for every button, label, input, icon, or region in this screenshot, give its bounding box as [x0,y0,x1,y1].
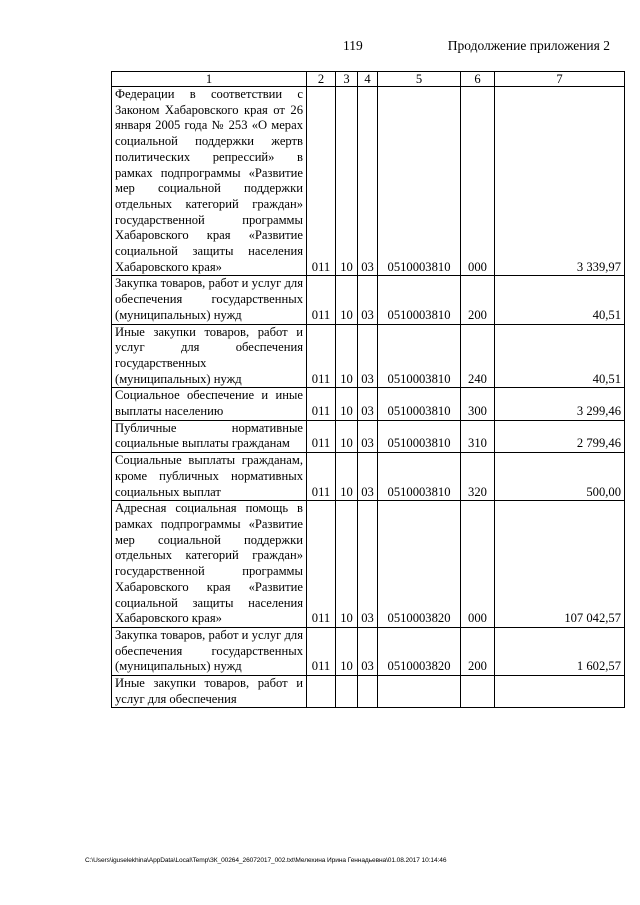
row-description: Публичные нормативные социальные выплаты гражданам [112,420,307,452]
amount: 3 339,97 [495,87,625,276]
column-number-row [112,72,625,87]
subsection-code: 03 [358,276,378,324]
target-article-code: 0510003810 [378,87,461,276]
subsection-code [358,676,378,708]
column-header: 1 [112,72,307,87]
row-description: Закупка товаров, работ и услуг для обеспечения государственных (муниципальных) нужд [112,627,307,675]
expense-type-code: 200 [461,276,495,324]
subsection-code: 03 [358,501,378,628]
ministry-code: 011 [307,420,336,452]
row-description: Иные закупки товаров, работ и услуг для обеспечения [112,676,307,708]
appendix-continuation-label: Продолжение приложения 2 [447,38,610,53]
section-code: 10 [336,501,358,628]
expense-type-code: 000 [461,87,495,276]
expense-type-code: 000 [461,501,495,628]
ministry-code [307,676,336,708]
column-header: 6 [461,72,495,87]
table-row [112,676,625,708]
ministry-code: 011 [307,627,336,675]
section-code: 10 [336,388,358,420]
column-header: 3 [336,72,358,87]
column-header: 4 [358,72,378,87]
column-header: 5 [378,72,461,87]
expense-type-code: 240 [461,324,495,388]
target-article-code: 0510003820 [378,627,461,675]
section-code: 10 [336,627,358,675]
row-description: Адресная социальная помощь в рамках подпрограммы «Развитие мер социальной поддержки отдельных категорий граждан» государственной программы Хабаровского края «Развитие социальной защиты населения Хабаровского края» [112,501,307,628]
file-path-footer: C:\Users\iguselekhina\AppData\Local\Temp\ЗК_00264_26072017_002.txt\Мелехина Ирина Геннадьевна\01.08.2017 10:14:46 [85,857,447,864]
ministry-code: 011 [307,453,336,501]
section-code: 10 [336,87,358,276]
amount: 1 602,57 [495,627,625,675]
section-code [336,676,358,708]
column-header: 7 [495,72,625,87]
target-article-code: 0510003810 [378,420,461,452]
row-description: Иные закупки товаров, работ и услуг для обеспечения государственных (муниципальных) нужд [112,324,307,388]
target-article-code: 0510003810 [378,388,461,420]
row-description: Социальные выплаты гражданам, кроме публичных нормативных социальных выплат [112,453,307,501]
expense-type-code: 310 [461,420,495,452]
subsection-code: 03 [358,453,378,501]
column-header: 2 [307,72,336,87]
table-row [112,420,625,452]
amount: 107 042,57 [495,501,625,628]
amount: 500,00 [495,453,625,501]
amount: 2 799,46 [495,420,625,452]
budget-table [111,71,625,708]
section-code: 10 [336,453,358,501]
section-code: 10 [336,324,358,388]
page-header [0,38,640,58]
target-article-code [378,676,461,708]
ministry-code: 011 [307,388,336,420]
target-article-code: 0510003810 [378,453,461,501]
subsection-code: 03 [358,87,378,276]
section-code: 10 [336,276,358,324]
subsection-code: 03 [358,420,378,452]
target-article-code: 0510003810 [378,276,461,324]
table-row [112,453,625,501]
row-description: Федерации в соответствии с Законом Хабаровского края от 26 января 2005 года № 253 «О мерах социальной поддержки жертв политических репрессий» в рамках подпрограммы «Развитие мер социальной поддержки отдельных категорий граждан» государственной программы Хабаровского края «Развитие социальной защиты населения Хабаровского края» [112,87,307,276]
table-row [112,276,625,324]
amount: 40,51 [495,276,625,324]
expense-type-code [461,676,495,708]
amount [495,676,625,708]
expense-type-code: 320 [461,453,495,501]
table-row [112,87,625,276]
table-row [112,627,625,675]
table-row [112,324,625,388]
row-description: Закупка товаров, работ и услуг для обеспечения государственных (муниципальных) нужд [112,276,307,324]
amount: 3 299,46 [495,388,625,420]
subsection-code: 03 [358,627,378,675]
table-row [112,501,625,628]
ministry-code: 011 [307,501,336,628]
page-number: 119 [343,38,363,53]
ministry-code: 011 [307,87,336,276]
target-article-code: 0510003810 [378,324,461,388]
subsection-code: 03 [358,388,378,420]
subsection-code: 03 [358,324,378,388]
expense-type-code: 300 [461,388,495,420]
expense-type-code: 200 [461,627,495,675]
ministry-code: 011 [307,276,336,324]
row-description: Социальное обеспечение и иные выплаты населению [112,388,307,420]
section-code: 10 [336,420,358,452]
ministry-code: 011 [307,324,336,388]
table-row [112,388,625,420]
target-article-code: 0510003820 [378,501,461,628]
amount: 40,51 [495,324,625,388]
